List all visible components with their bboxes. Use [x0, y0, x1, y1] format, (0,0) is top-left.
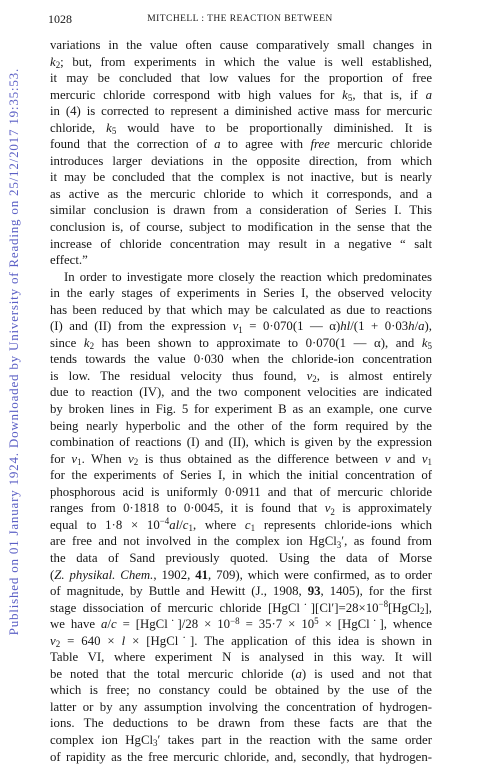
- italic-run: k: [83, 335, 90, 350]
- subscript: 1: [238, 324, 243, 335]
- superscript: −8: [378, 599, 389, 610]
- subscript: 2: [55, 639, 61, 650]
- text-run: has been shown to approximate to 0·070(1 — α), and: [94, 335, 422, 350]
- text-line: [50, 302, 432, 319]
- text-line: [50, 401, 432, 418]
- subscript: 1: [250, 523, 256, 534]
- subscript: 1: [188, 523, 193, 534]
- text-run: be noted that the total mercuric chloride (: [50, 666, 296, 681]
- text-run: ′, as found from: [341, 534, 432, 549]
- text-run: the data of Sand previously quoted. Using the data of Morse: [50, 550, 432, 565]
- text-run: . When: [81, 451, 129, 466]
- text-line: [50, 219, 432, 236]
- text-line: [50, 467, 432, 484]
- text-run: is low. The residual velocity thus found,: [50, 368, 307, 383]
- subscript: 2: [55, 60, 61, 71]
- text-run: combination of reactions (I) and (II), which is given by the expression: [50, 435, 432, 450]
- text-run: , is almost entirely: [316, 368, 432, 383]
- text-line: [50, 583, 432, 600]
- text-line: [50, 384, 432, 401]
- text-run: chloride,: [50, 120, 107, 135]
- text-line: [50, 633, 432, 650]
- text-line: [50, 318, 432, 335]
- subscript: 5: [347, 93, 353, 104]
- text-line: [50, 682, 432, 699]
- text-run: , 1405), for the first: [320, 584, 432, 599]
- text-run: variations in the value often cause comparatively small changes in: [50, 38, 432, 52]
- text-run: /(1 + 0·03: [350, 319, 409, 334]
- text-run: ) is used and not that: [301, 666, 432, 681]
- text-run: are free and not involved in the complex ion HgCl: [50, 534, 337, 549]
- italic-run: a: [214, 137, 221, 152]
- text-line: [50, 418, 432, 435]
- text-line: [50, 434, 432, 451]
- text-line: [50, 550, 432, 567]
- superscript: −4: [159, 516, 170, 527]
- text-run: × [HgCl˙]. The application of this idea is shown in: [125, 633, 432, 648]
- superscript: −8: [230, 615, 240, 626]
- text-run: ranges from 0·1818 to 0·0045, it is found that: [50, 501, 325, 516]
- text-line: [50, 500, 432, 517]
- text-line: [50, 335, 432, 352]
- text-line: [50, 269, 432, 286]
- running-head: MITCHELL : THE REACTION BETWEEN: [147, 14, 333, 24]
- text-run: (: [50, 567, 55, 582]
- text-run: stage dissociation of mercuric chloride [HgCl˙][Cl′]=28×10: [50, 600, 379, 615]
- text-run: Table VI, where experiment N is analysed in this way. It will: [50, 650, 432, 665]
- text-run: conclusion is, of course, subject to modification in the sense that the: [50, 220, 432, 235]
- text-run: we have: [50, 617, 101, 632]
- text-line: [50, 37, 432, 54]
- text-run: , that is, if: [352, 87, 426, 102]
- text-run: = 640 ×: [60, 633, 122, 648]
- paragraph: [50, 37, 432, 269]
- text-run: In order to investigate more closely the reaction which predominates: [64, 269, 432, 284]
- text-line: [50, 202, 432, 219]
- text-run: phosphorous acid is uniformly 0·0911 and that of mercuric chloride: [50, 484, 432, 499]
- italic-run: h: [408, 319, 415, 334]
- text-line: [50, 533, 432, 550]
- text-run: it may be concluded that the complex is not inactive, but is nearly: [50, 170, 432, 185]
- text-line: [50, 70, 432, 87]
- italic-run: Z. physikal. Chem.: [54, 567, 154, 582]
- text-line: [50, 351, 432, 368]
- italic-run: k: [106, 120, 112, 135]
- italic-run: a: [425, 87, 432, 102]
- text-line: [50, 666, 432, 683]
- italic-run: a: [418, 319, 425, 334]
- text-run: equal to 1·8 × 10: [50, 517, 160, 532]
- text-run: for the experiments of Series I, in which the initial concentration of: [50, 468, 432, 483]
- text-line: [50, 103, 432, 120]
- text-line: [50, 153, 432, 170]
- text-run: and: [390, 451, 422, 466]
- italic-run: k: [421, 335, 428, 350]
- superscript: 5: [314, 615, 319, 626]
- subscript: 2: [133, 457, 139, 468]
- text-run: ),: [424, 319, 432, 334]
- text-line: [50, 749, 432, 766]
- italic-run: v: [421, 451, 428, 466]
- text-run: represents chloride-ions which: [255, 517, 432, 532]
- subscript: 2: [312, 374, 317, 385]
- text-run: would have to be proportionally diminished. It is: [116, 120, 433, 135]
- subscript: 3: [336, 539, 342, 550]
- text-line: [50, 451, 432, 468]
- text-run: /: [414, 319, 419, 334]
- italic-run: a: [101, 617, 108, 632]
- italic-run: v: [324, 501, 331, 516]
- subscript: 1: [77, 457, 82, 468]
- text-run: mercuric chloride: [329, 137, 433, 152]
- text-run: latter or by any assumption involving the concentration of hydrogen-: [50, 699, 432, 714]
- italic-run: k: [50, 54, 56, 69]
- text-run: has been reduced by that which may be calculated as due to reactions: [50, 302, 432, 317]
- italic-run: a: [295, 666, 302, 681]
- text-run: since: [50, 335, 84, 350]
- text-run: = 35·7 × 10: [239, 617, 315, 632]
- paragraph: [50, 269, 432, 765]
- text-run: /: [179, 517, 183, 532]
- text-run: complex ion HgCl: [50, 732, 154, 747]
- page-number: 1028: [48, 12, 72, 26]
- text-line: [50, 285, 432, 302]
- text-line: [50, 252, 432, 269]
- subscript: 2: [89, 341, 95, 352]
- text-run: ; but, from experiments in which the value is well established,: [60, 54, 432, 69]
- italic-run: free: [310, 137, 330, 152]
- text-run: (I) and (II) from the expression: [50, 319, 233, 334]
- text-run: mercuric chloride correspond witb high values for: [50, 87, 343, 102]
- text-run: effect.”: [50, 253, 88, 268]
- text-line: [50, 169, 432, 186]
- text-run: is thus obtained as the difference between: [138, 451, 385, 466]
- text-run: increase of chloride concentration may result in a negative “ salt: [50, 236, 432, 251]
- text-line: [50, 649, 432, 666]
- text-line: [50, 517, 432, 534]
- text-run: tends towards the value 0·030 when the chloride-ion concentration: [50, 352, 432, 367]
- text-run: introduces larger deviations in the opposite direction, from which: [50, 153, 432, 168]
- italic-run: v: [71, 451, 78, 466]
- text-line: [50, 186, 432, 203]
- italic-run: l: [121, 633, 126, 648]
- italic-run: hl: [340, 319, 351, 334]
- text-line: [50, 715, 432, 732]
- text-line: [50, 120, 432, 137]
- text-run: ],: [424, 600, 432, 615]
- italic-run: v: [128, 451, 134, 466]
- text-run: ′ takes part in the reaction with the same order: [157, 732, 432, 747]
- text-run: as active as the mercuric chloride to which it corresponds, and a: [50, 186, 432, 201]
- italic-run: v: [384, 451, 391, 466]
- text-run: it may be concluded that low values for the proportion of free: [50, 71, 432, 86]
- text-run: being nearly hyperbolic and the other of the form required by the: [50, 418, 432, 433]
- text-line: [50, 567, 432, 584]
- text-run: [HgCl: [388, 600, 421, 615]
- text-run: in (4) is corrected to represent a diminished active mass for mercuric: [50, 104, 432, 119]
- text-run: /: [107, 617, 111, 632]
- text-run: = [HgCl˙]/28 × 10: [116, 617, 231, 632]
- text-line: [50, 87, 432, 104]
- text-line: [50, 616, 432, 633]
- side-notice: Published on 01 January 1924. Downloaded by University of Reading on 25/12/2017 19:35:53.: [6, 68, 21, 636]
- body-text: [50, 37, 432, 765]
- text-run: of rapidity as the free mercuric chloride, and, secondly, that hydrogen-: [50, 749, 432, 764]
- text-run: , 709), which were confirmed, as to order: [208, 567, 432, 582]
- text-run: of magnitude, by Buttle and Hewitt (J., 1908,: [50, 584, 308, 599]
- italic-run: k: [342, 87, 348, 102]
- italic-run: c: [182, 517, 189, 532]
- text-run: = 0·070(1 — α): [242, 319, 341, 334]
- text-run: in the early stages of experiments in Series I, the observed velocity: [50, 286, 432, 301]
- text-run: for: [50, 451, 72, 466]
- italic-run: v: [306, 368, 313, 383]
- subscript: 3: [153, 738, 158, 749]
- text-line: [50, 236, 432, 253]
- italic-run: al: [169, 517, 180, 532]
- bold-run: 93: [307, 584, 321, 599]
- text-run: is approximately: [334, 501, 432, 516]
- subscript: 5: [427, 341, 432, 352]
- subscript: 2: [420, 606, 425, 617]
- italic-run: v: [50, 633, 56, 648]
- text-run: × [HgCl˙], whence: [318, 617, 433, 632]
- italic-run: v: [232, 319, 239, 334]
- italic-run: c: [244, 517, 251, 532]
- subscript: 5: [111, 126, 117, 137]
- bold-run: 41: [195, 567, 209, 582]
- subscript: 1: [427, 457, 433, 468]
- text-run: to agree with: [220, 137, 311, 152]
- text-run: , where: [192, 517, 245, 532]
- text-run: found that the correction of: [50, 137, 215, 152]
- text-line: [50, 484, 432, 501]
- text-run: by broken lines in Fig. 5 for experiment B as an example, one curve: [50, 402, 432, 417]
- text-line: [50, 732, 432, 749]
- text-run: which is free; no constancy could be obtained by the use of the: [50, 683, 432, 698]
- text-line: [50, 136, 432, 153]
- text-run: due to reaction (IV), and the two component velocities are indicated: [50, 385, 432, 400]
- italic-run: c: [110, 617, 117, 632]
- text-run: ions. The deductions to be drawn from these facts are that the: [50, 716, 432, 731]
- text-line: [50, 54, 432, 71]
- text-run: similar conclusion is drawn from a consideration of Series I. This: [50, 203, 432, 218]
- subscript: 2: [330, 506, 335, 517]
- text-line: [50, 699, 432, 716]
- text-line: [50, 600, 432, 617]
- text-line: [50, 368, 432, 385]
- text-run: , 1902,: [153, 567, 196, 582]
